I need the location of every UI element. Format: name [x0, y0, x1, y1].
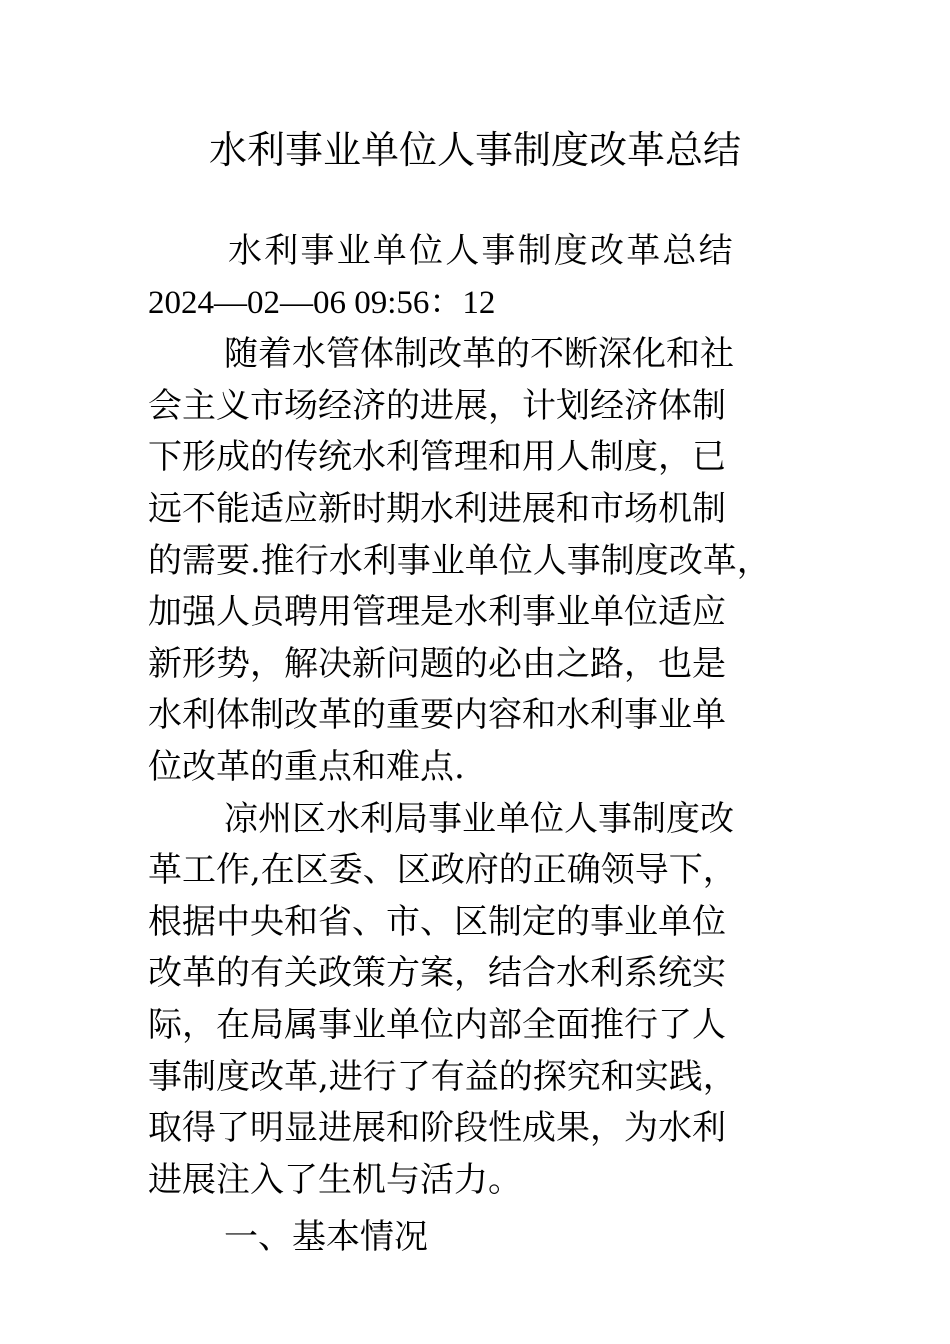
paragraph-line: 会主义市场经济的进展，计划经济体制 — [148, 385, 726, 426]
paragraph-line: 革工作,在区委、区政府的正确领导下， — [148, 850, 737, 891]
paragraph-line: 事制度改革,进行了有益的探究和实践， — [148, 1056, 737, 1097]
paragraph-line: 的需要.推行水利事业单位人事制度改革， — [148, 540, 771, 581]
document-subtitle: 水利事业单位人事制度改革总结 — [228, 231, 735, 271]
paragraph-2 — [148, 794, 808, 1207]
paragraph-line: 际，在局属事业单位内部全面推行了人 — [148, 1004, 726, 1045]
document-dateline: 2024—02—06 09:56：12 — [148, 284, 496, 321]
paragraph-line: 位改革的重点和难点. — [148, 746, 465, 787]
paragraph-line: 随着水管体制改革的不断深化和社 — [224, 334, 734, 375]
paragraph-line: 加强人员聘用管理是水利事业单位适应 — [148, 592, 726, 633]
paragraph-line: 根据中央和省、市、区制定的事业单位 — [148, 901, 726, 942]
paragraph-line: 凉州区水利局事业单位人事制度改 — [224, 798, 734, 839]
paragraph-line: 远不能适应新时期水利进展和市场机制 — [148, 488, 726, 529]
paragraph-1 — [148, 329, 808, 793]
paragraph-line: 水利体制改革的重要内容和水利事业单 — [148, 695, 726, 736]
document-body — [148, 226, 808, 1264]
document-title: 水利事业单位人事制度改革总结 — [208, 128, 741, 172]
paragraph-line: 新形势，解决新问题的必由之路，也是 — [148, 643, 726, 684]
paragraph-line: 下形成的传统水利管理和用人制度，已 — [148, 437, 726, 478]
paragraph-line: 进展注入了生机与活力。 — [148, 1159, 522, 1200]
section-heading: 一、基本情况 — [224, 1217, 428, 1258]
paragraph-line: 取得了明显进展和阶段性成果，为水利 — [148, 1108, 726, 1149]
paragraph-line: 改革的有关政策方案，结合水利系统实 — [148, 953, 726, 994]
